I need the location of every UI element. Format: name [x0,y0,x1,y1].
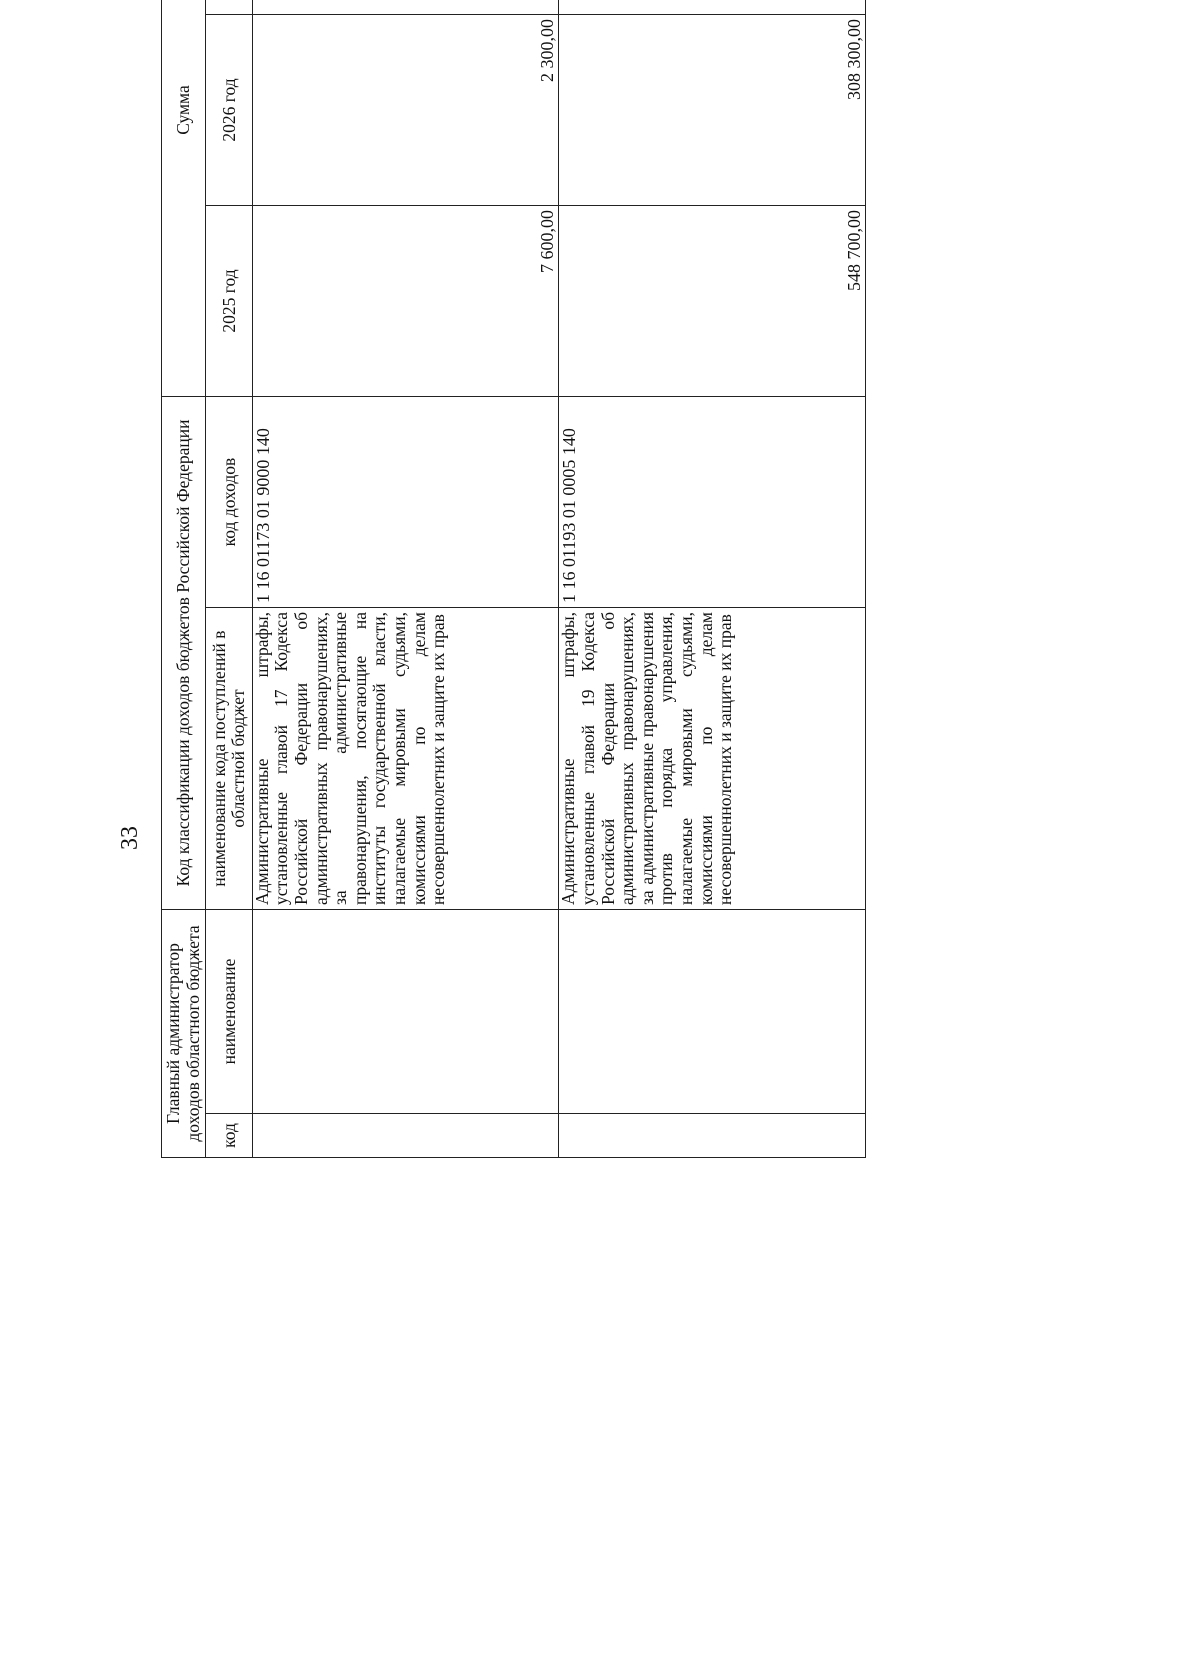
row-sum-2027 [559,0,866,15]
row-income-code: 1 16 01193 01 0005 140 [559,397,866,608]
row-code [559,1114,866,1158]
table-row [252,0,559,1158]
col-income-name-header: наименование кода поступлений в областной бюджет [206,608,253,910]
col-2025-header: 2025 год [206,206,253,397]
row-sum-2026: 2 300,00 [252,15,559,206]
row-income-name: Административные штрафы, установленные главой 17 Кодекса Российской Федерации об административных правонарушениях, за административные правонарушения, посягающие на институты государственной власти, налагаемые мировыми судьями, комиссиями по делам несовершеннолетних и защите их прав [252,608,559,910]
row-name [559,910,866,1114]
admin-group-header: Главный администратор доходов областного бюджета [162,910,206,1158]
col-2026-header: 2026 год [206,15,253,206]
table-row [559,0,866,1158]
row-sum-2025: 548 700,00 [559,206,866,397]
classification-group-header: Код классификации доходов бюджетов Российской Федерации [162,397,206,910]
row-sum-2026: 308 300,00 [559,15,866,206]
col-income-code-header: код доходов [206,397,253,608]
income-table [161,0,866,1158]
col-code-header: код [206,1114,253,1158]
header-row-2 [206,0,253,1158]
header-row-1 [162,0,206,1158]
row-income-code: 1 16 01173 01 9000 140 [252,397,559,608]
page-number: 33 [117,826,143,850]
sum-group-header: Сумма [162,0,206,397]
col-name-header: наименование [206,910,253,1114]
row-sum-2027 [252,0,559,15]
row-code [252,1114,559,1158]
table-wrapper [161,19,866,1158]
row-name [252,910,559,1114]
row-sum-2025: 7 600,00 [252,206,559,397]
row-income-name: Административные штрафы, установленные главой 19 Кодекса Российской Федерации об административных правонарушениях, за административные правонарушения против порядка управления, налагаемые мировыми судьями, комиссиями по делам несовершеннолетних и защите их прав [559,608,866,910]
col-2027-header [206,0,253,15]
rotated-table-area [161,19,1200,1148]
